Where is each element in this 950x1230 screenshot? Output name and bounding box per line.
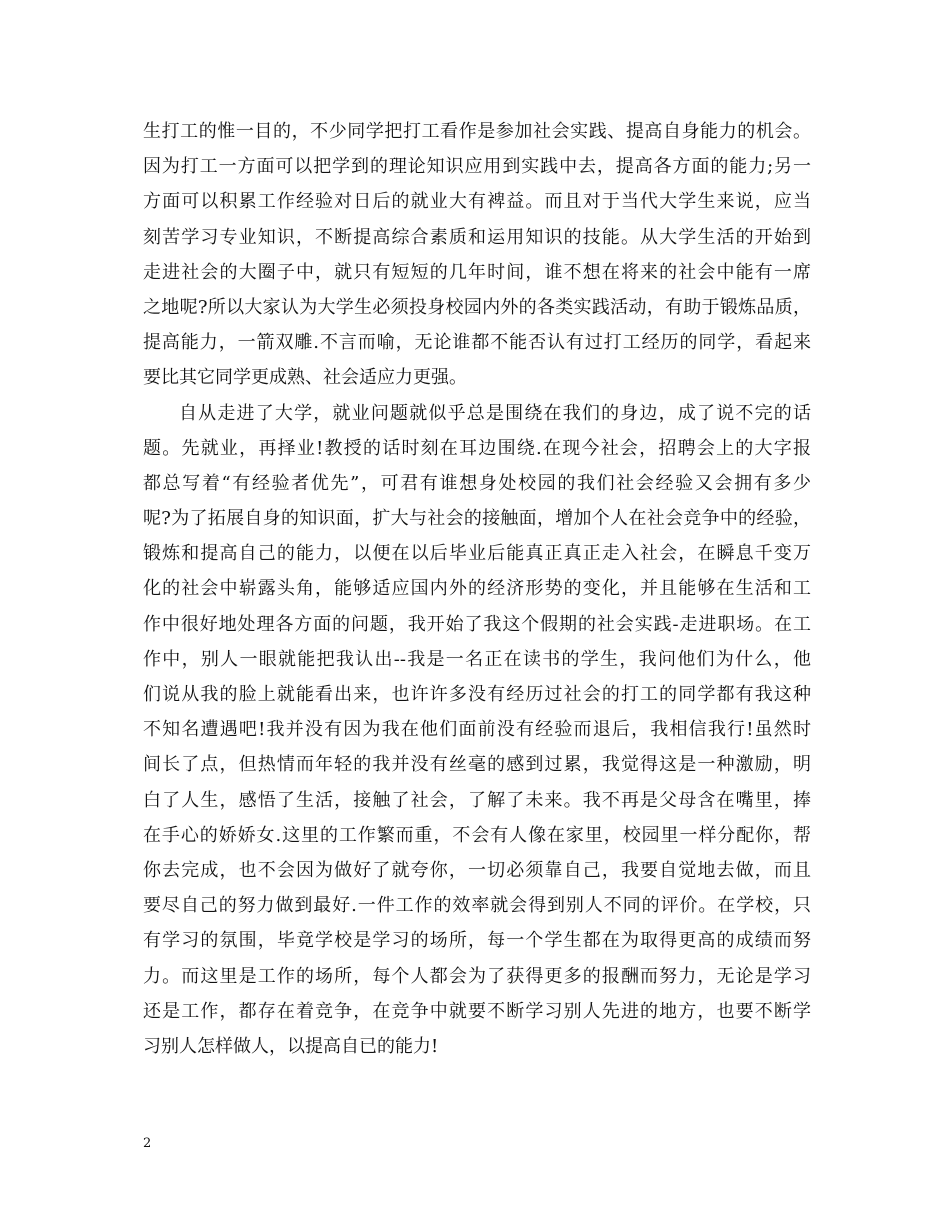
text-line: 作中，别人一眼就能把我认出--我是一名正在读书的学生，我问他们为什么，他 xyxy=(143,648,811,670)
text-line: 提高能力，一箭双雕.不言而喻，无论谁都不能否认有过打工经历的同学，看起来 xyxy=(143,332,811,354)
text-line: 有学习的氛围，毕竟学校是学习的场所，每一个学生都在为取得更高的成绩而努 xyxy=(143,930,811,952)
text-line: 力。而这里是工作的场所，每个人都会为了获得更多的报酬而努力，无论是学习 xyxy=(143,965,811,987)
text-line: 锻炼和提高自己的能力，以便在以后毕业后能真正真正走入社会，在瞬息千变万 xyxy=(143,543,811,565)
text-line: 们说从我的脸上就能看出来，也许许多没有经历过社会的打工的同学都有我这种 xyxy=(143,684,811,705)
text-line: 都总写着“有经验者优先”，可君有谁想身处校园的我们社会经验又会拥有多少 xyxy=(143,472,811,494)
text-line: 你去完成，也不会因为做好了就夸你，一切必须靠自己，我要自觉地去做，而且 xyxy=(143,859,811,881)
paragraph-1 xyxy=(143,114,811,396)
paragraph-2 xyxy=(143,396,811,1065)
text-line: 要尽自己的努力做到最好.一件工作的效率就会得到别人不同的评价。在学校，只 xyxy=(143,895,811,917)
text-line: 自从走进了大学，就业问题就似乎总是围绕在我们的身边，成了说不完的话 xyxy=(179,402,811,424)
text-line: 刻苦学习专业知识，不断提高综合素质和运用知识的技能。从大学生活的开始到 xyxy=(143,226,811,248)
text-line: 方面可以积累工作经验对日后的就业大有裨益。而且对于当代大学生来说，应当 xyxy=(143,191,811,213)
text-line: 之地呢?所以大家认为大学生必须投身校园内外的各类实践活动，有助于锻炼品质， xyxy=(143,296,811,318)
text-line: 要比其它同学更成熟、社会适应力更强。 xyxy=(143,367,467,389)
text-line: 白了人生，感悟了生活，接触了社会，了解了未来。我不再是父母含在嘴里，捧 xyxy=(143,789,811,811)
text-line: 呢?为了拓展自身的知识面，扩大与社会的接触面，增加个人在社会竞争中的经验， xyxy=(143,508,811,530)
text-line: 生打工的惟一目的，不少同学把打工看作是参加社会实践、提高自身能力的机会。 xyxy=(143,121,811,142)
text-line: 化的社会中崭露头角，能够适应国内外的经济形势的变化，并且能够在生活和工 xyxy=(143,578,811,600)
text-line: 题。先就业，再择业!教授的话时刻在耳边围绕.在现今社会，招聘会上的大字报 xyxy=(143,437,811,459)
text-line: 在手心的娇娇女.这里的工作繁而重，不会有人像在家里，校园里一样分配你，帮 xyxy=(143,824,811,846)
text-line: 不知名遭遇吧!我并没有因为我在他们面前没有经验而退后，我相信我行!虽然时 xyxy=(143,719,811,741)
text-line: 因为打工一方面可以把学到的理论知识应用到实践中去，提高各方面的能力;另一 xyxy=(143,156,811,178)
document-body xyxy=(143,114,811,1064)
text-line: 习别人怎样做人，以提高自已的能力! xyxy=(143,1035,439,1057)
text-line: 作中很好地处理各方面的问题，我开始了我这个假期的社会实践-走进职场。在工 xyxy=(143,613,811,635)
text-line: 还是工作，都存在着竞争，在竞争中就要不断学习别人先进的地方，也要不断学 xyxy=(143,1000,811,1022)
page-number: 2 xyxy=(143,1136,152,1151)
text-line: 走进社会的大圈子中，就只有短短的几年时间，谁不想在将来的社会中能有一席 xyxy=(143,261,811,283)
text-line: 间长了点，但热情而年轻的我并没有丝毫的感到过累，我觉得这是一种激励，明 xyxy=(143,754,811,776)
